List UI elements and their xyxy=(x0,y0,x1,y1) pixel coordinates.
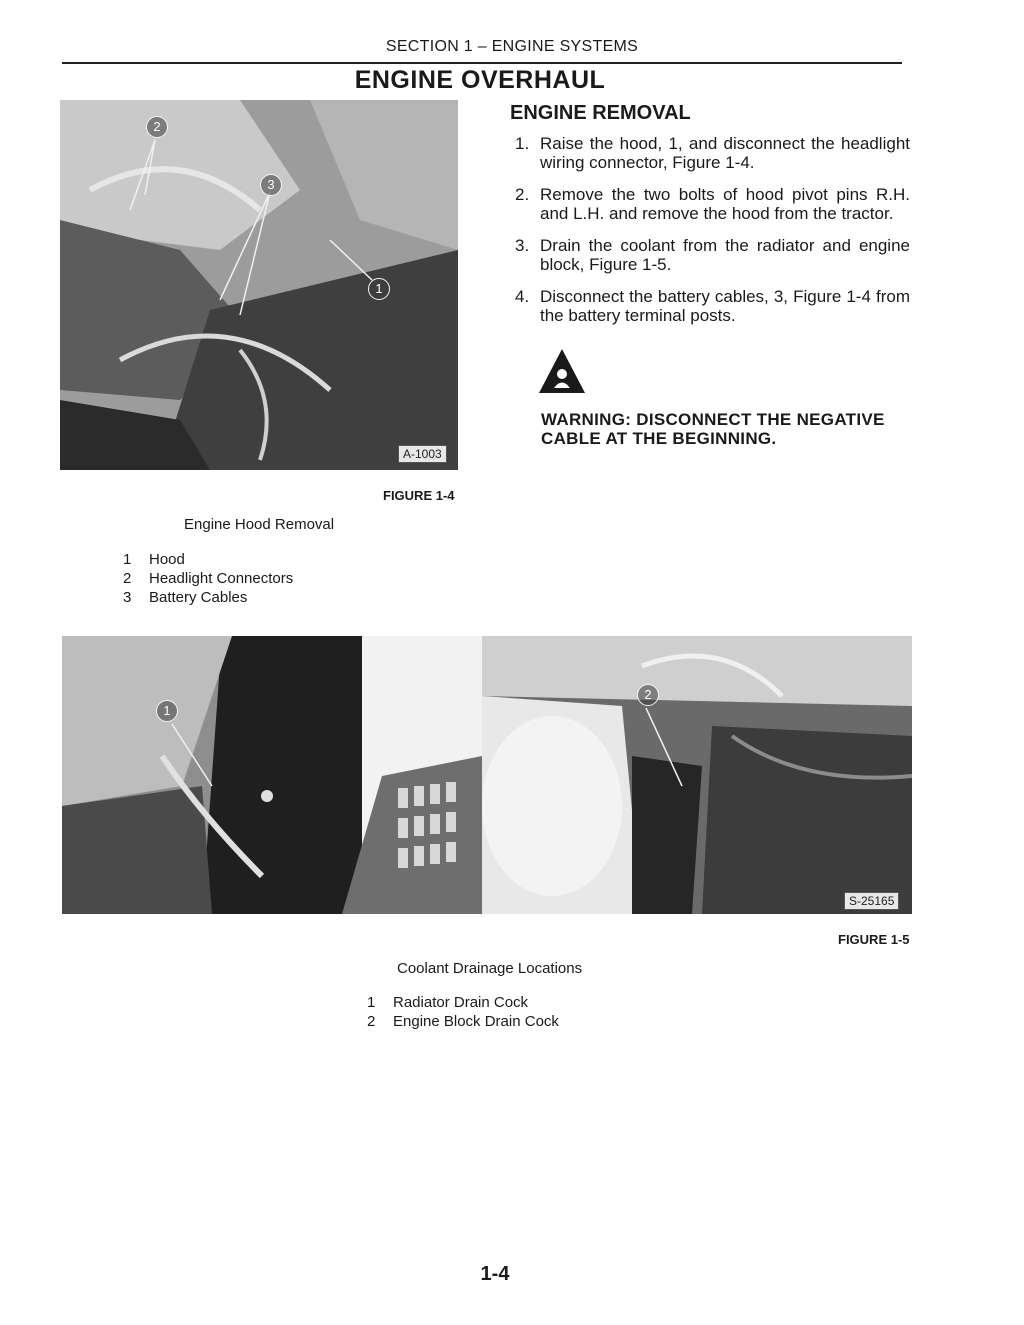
list-item xyxy=(515,287,910,325)
legend-number: 1 xyxy=(367,994,376,1011)
legend-number: 3 xyxy=(123,589,132,606)
list-item xyxy=(515,236,910,274)
step-text: Remove the two bolts of hood pivot pins R.H. and L.H. and remove the hood from the tractor. xyxy=(540,185,910,223)
legend-number: 2 xyxy=(367,1013,376,1030)
legend-text: Engine Block Drain Cock xyxy=(393,1013,559,1030)
figure-1-4-callout-3: 3 xyxy=(260,174,282,196)
legend-text: Hood xyxy=(149,551,185,568)
page-number: 1-4 xyxy=(480,1263,510,1285)
warning-triangle-icon xyxy=(537,347,587,400)
figure-1-5-stamp: S-25165 xyxy=(844,892,899,910)
warning-line-2: CABLE AT THE BEGINNING. xyxy=(541,429,777,448)
step-text: Drain the coolant from the radiator and engine block, Figure 1-5. xyxy=(540,236,910,274)
figure-1-4-label: FIGURE 1-4 xyxy=(383,488,455,503)
legend-text: Radiator Drain Cock xyxy=(393,994,529,1011)
legend-item xyxy=(123,588,293,607)
legend-item xyxy=(123,550,293,569)
figure-1-4-legend xyxy=(123,550,293,607)
figure-1-4-caption: Engine Hood Removal xyxy=(184,516,335,533)
figure-1-5-photo-engine-block xyxy=(482,636,912,914)
figure-1-5-callout-1: 1 xyxy=(156,700,178,722)
removal-steps xyxy=(515,134,910,338)
page-title: ENGINE OVERHAUL xyxy=(354,66,606,94)
step-number: 1. xyxy=(515,134,530,153)
legend-text: Battery Cables xyxy=(149,589,248,606)
figure-1-4-callout-1: 1 xyxy=(368,278,390,300)
figure-1-5-photo-radiator xyxy=(62,636,482,914)
step-number: 3. xyxy=(515,236,530,255)
figure-1-5-caption: Coolant Drainage Locations xyxy=(397,960,583,977)
warning-text xyxy=(541,410,911,448)
legend-number: 1 xyxy=(123,551,132,568)
figure-1-4-photo xyxy=(60,100,458,470)
warning-line-1: WARNING: DISCONNECT THE NEGATIVE xyxy=(541,410,885,429)
figure-1-5-label: FIGURE 1-5 xyxy=(838,932,910,947)
legend-item xyxy=(123,569,293,588)
figure-1-5-legend xyxy=(367,993,559,1031)
legend-number: 2 xyxy=(123,570,132,587)
legend-text: Headlight Connectors xyxy=(149,570,294,587)
section-subtitle: ENGINE REMOVAL xyxy=(510,102,691,124)
step-number: 2. xyxy=(515,185,530,204)
figure-1-4-stamp: A-1003 xyxy=(398,445,447,463)
step-text: Raise the hood, 1, and disconnect the headlight wiring connector, Figure 1-4. xyxy=(540,134,910,172)
legend-item xyxy=(367,993,559,1012)
step-text: Disconnect the battery cables, 3, Figure 1-4 from the battery terminal posts. xyxy=(540,287,910,325)
legend-item xyxy=(367,1012,559,1031)
list-item xyxy=(515,185,910,223)
step-number: 4. xyxy=(515,287,530,306)
figure-1-5-callout-2: 2 xyxy=(637,684,659,706)
figure-1-4-callout-2: 2 xyxy=(146,116,168,138)
section-header: SECTION 1 – ENGINE SYSTEMS xyxy=(385,38,639,55)
list-item xyxy=(515,134,910,172)
header-rule xyxy=(62,62,902,64)
